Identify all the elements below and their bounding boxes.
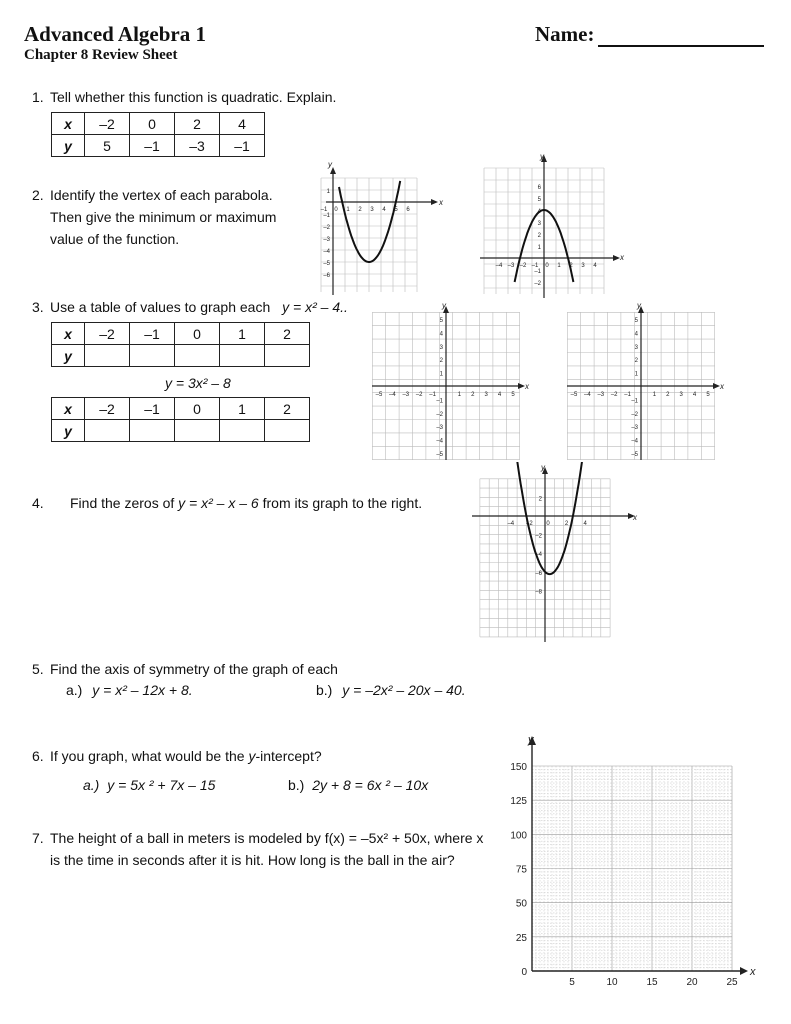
ball-height-graph[interactable] <box>496 730 776 992</box>
x-axis-label: x <box>525 382 529 391</box>
tick-label: 4 <box>497 392 502 398</box>
table-input-cell[interactable] <box>220 420 265 442</box>
tick-label: –2 <box>436 411 443 418</box>
tick-label: 2 <box>634 358 638 365</box>
tick-label: –2 <box>323 225 330 231</box>
graph-tick-labels <box>507 496 587 595</box>
tick-label: 3 <box>370 207 374 213</box>
question-3-equation-1: y = x² – 4.. <box>282 299 348 315</box>
table-cell: 1 <box>220 323 265 345</box>
question-2 <box>32 184 276 250</box>
table-input-cell[interactable] <box>265 420 310 442</box>
tick-label: –2 <box>631 411 638 418</box>
table-input-cell[interactable] <box>265 345 310 367</box>
graph-tick-labels <box>496 185 598 287</box>
tick-label: 4 <box>439 331 443 338</box>
tick-label: 4 <box>692 392 697 398</box>
question-2-line-3: value of the function. <box>50 231 180 247</box>
question-4-text-before: Find the zeros of <box>70 495 175 511</box>
tick-label: 5 <box>634 318 638 324</box>
tick-label: 6 <box>537 185 541 191</box>
tick-label: –8 <box>535 589 542 596</box>
question-number: 4. <box>32 495 44 511</box>
table-header-y: y <box>52 135 85 157</box>
tick-label: –1 <box>320 207 328 213</box>
x-axis-arrow <box>713 383 720 389</box>
tick-label: –1 <box>631 398 638 405</box>
question-4 <box>32 492 422 514</box>
part-label: a.) <box>83 777 100 793</box>
tick-label: 100 <box>510 830 527 842</box>
graph-grid <box>321 178 417 292</box>
question-1-text: Tell whether this function is quadratic. Explain. <box>50 89 337 105</box>
table-cell: –1 <box>130 398 175 420</box>
vertex-graph-1 <box>306 160 446 300</box>
graph-grid <box>532 766 732 971</box>
tick-label: 50 <box>515 898 527 910</box>
tick-label: –2 <box>535 533 542 540</box>
tick-label: 4 <box>583 521 587 527</box>
tick-label: 4 <box>634 331 638 338</box>
tick-label: 2 <box>538 496 542 503</box>
tick-label: 5 <box>537 197 541 203</box>
tick-label: 0 <box>546 521 550 527</box>
tick-label: –1 <box>436 398 443 405</box>
y-axis-label: y <box>528 734 534 746</box>
question-1 <box>32 86 336 108</box>
tick-label: –2 <box>534 281 541 287</box>
part-b-equation: y = –2x² – 20x – 40. <box>342 682 466 698</box>
tick-label: 5 <box>394 207 398 213</box>
q1-table <box>51 112 265 157</box>
table-cell: 2 <box>265 323 310 345</box>
name-label: Name: <box>535 22 595 46</box>
table-cell: –1 <box>130 135 175 157</box>
question-7 <box>32 827 483 871</box>
tick-label: 4 <box>593 263 597 269</box>
blank-coordinate-grid-2[interactable] <box>563 300 728 468</box>
table-input-cell[interactable] <box>175 345 220 367</box>
table-input-cell[interactable] <box>85 345 130 367</box>
tick-label: –5 <box>631 452 638 458</box>
q3-table-1 <box>51 322 310 367</box>
part-a-equation: y = x² – 12x + 8. <box>92 682 193 698</box>
x-axis-arrow <box>518 383 525 389</box>
tick-label: 5 <box>439 318 443 324</box>
tick-label: 1 <box>652 392 657 398</box>
table-cell: 0 <box>175 398 220 420</box>
table-cell: –1 <box>220 135 265 157</box>
table-cell: 1 <box>220 398 265 420</box>
tick-label: –5 <box>570 392 578 398</box>
question-3 <box>32 296 348 318</box>
x-axis-label: x <box>439 198 443 207</box>
tick-label: 5 <box>511 392 515 398</box>
question-number: 5. <box>32 661 44 677</box>
tick-label: 1 <box>537 245 541 251</box>
question-number: 3. <box>32 299 44 315</box>
tick-label: –1 <box>323 213 330 219</box>
tick-label: 2 <box>569 263 573 269</box>
tick-label: 1 <box>557 263 561 269</box>
tick-label: –4 <box>323 249 330 255</box>
question-6 <box>32 745 322 767</box>
tick-label: 2 <box>564 521 569 527</box>
worksheet-title: Advanced Algebra 1 <box>24 22 207 46</box>
tick-label: –4 <box>389 392 396 398</box>
question-6-text-before: If you graph, what would be the <box>50 748 245 764</box>
tick-label: –3 <box>402 392 410 398</box>
name-field[interactable] <box>535 22 764 47</box>
tick-label: –4 <box>507 521 515 527</box>
tick-label: 3 <box>679 392 683 398</box>
question-5-text: Find the axis of symmetry of the graph of each <box>50 661 338 677</box>
tick-label: –1 <box>531 263 539 269</box>
table-cell: –2 <box>85 323 130 345</box>
tick-label: –5 <box>375 392 383 398</box>
y-axis-label: y <box>328 160 332 169</box>
y-axis-label: y <box>637 301 641 310</box>
table-cell: 0 <box>175 323 220 345</box>
table-input-cell[interactable] <box>175 420 220 442</box>
tick-label: 10 <box>606 977 618 988</box>
x-axis-label: x <box>633 513 637 522</box>
table-cell: –2 <box>85 113 130 135</box>
table-cell: –2 <box>85 398 130 420</box>
tick-label: 25 <box>515 932 527 944</box>
tick-label: 2 <box>471 392 475 398</box>
table-cell: 5 <box>85 135 130 157</box>
blank-coordinate-grid-1[interactable] <box>368 300 533 468</box>
tick-label: 1 <box>457 392 462 398</box>
tick-label: –3 <box>436 425 443 432</box>
table-header-y: y <box>52 420 85 442</box>
tick-label: –4 <box>584 392 591 398</box>
x-axis-arrow <box>431 199 438 205</box>
question-6-text-italic: y <box>248 748 256 764</box>
tick-label: –2 <box>415 392 423 398</box>
tick-label: –4 <box>535 552 542 559</box>
question-5-part-b <box>316 679 466 701</box>
tick-label: –5 <box>323 261 330 267</box>
tick-label: 15 <box>646 977 658 988</box>
x-axis-label: x <box>750 966 756 978</box>
tick-label: –1 <box>429 392 436 398</box>
question-5 <box>32 658 338 680</box>
worksheet-subtitle: Chapter 8 Review Sheet <box>24 47 178 63</box>
tick-label: 4 <box>537 209 541 215</box>
part-label: a.) <box>66 682 83 698</box>
tick-label: 5 <box>569 977 575 988</box>
tick-label: 150 <box>510 762 527 773</box>
question-7-line-1: The height of a ball in meters is modeled by f(x) = –5x² + 50x, where x <box>50 830 484 846</box>
tick-label: 3 <box>581 263 585 269</box>
tick-label: –3 <box>631 425 638 432</box>
table-header-x: x <box>52 398 85 420</box>
tick-label: –3 <box>597 392 605 398</box>
table-header-x: x <box>52 113 85 135</box>
question-4-equation: y = x² – x – 6 <box>178 495 259 511</box>
tick-label: –3 <box>323 237 330 243</box>
tick-label: 0 <box>545 263 549 269</box>
tick-label: –6 <box>535 570 542 577</box>
part-a-equation: y = 5x ² + 7x – 15 <box>107 777 216 793</box>
tick-label: –6 <box>323 273 330 279</box>
tick-label: 2 <box>666 392 670 398</box>
tick-label: 125 <box>510 796 527 808</box>
x-axis-arrow <box>613 255 620 261</box>
tick-label: 20 <box>686 977 698 988</box>
tick-label: 75 <box>515 864 527 876</box>
question-4-text-after: from its graph to the right. <box>262 495 423 511</box>
part-label: b.) <box>288 777 305 793</box>
y-axis-label: y <box>541 463 545 472</box>
table-header-x: x <box>52 323 85 345</box>
tick-label: –4 <box>495 263 503 269</box>
tick-label: –3 <box>507 263 515 269</box>
question-6-part-b <box>288 774 428 796</box>
question-number: 2. <box>32 187 44 203</box>
tick-label: –4 <box>631 438 638 445</box>
question-6-part-a <box>83 774 215 796</box>
name-blank-line[interactable] <box>598 26 764 47</box>
table-cell: 0 <box>130 113 175 135</box>
question-3-text: Use a table of values to graph each <box>50 299 271 315</box>
tick-label: –1 <box>624 392 631 398</box>
table-cell: –3 <box>175 135 220 157</box>
part-label: b.) <box>316 682 333 698</box>
question-number: 7. <box>32 830 44 846</box>
x-axis-arrow <box>740 967 748 975</box>
table-input-cell[interactable] <box>130 420 175 442</box>
tick-label: 4 <box>382 207 386 213</box>
tick-label: 0 <box>334 207 338 213</box>
table-header-y: y <box>52 345 85 367</box>
tick-label: 1 <box>634 371 638 378</box>
question-6-text-after: -intercept? <box>255 748 322 764</box>
table-input-cell[interactable] <box>130 345 175 367</box>
tick-label: 25 <box>726 977 738 988</box>
table-input-cell[interactable] <box>220 345 265 367</box>
y-axis-label: y <box>540 152 544 161</box>
table-cell: –1 <box>130 323 175 345</box>
question-number: 1. <box>32 89 44 105</box>
question-3-equation-2: y = 3x² – 8 <box>165 375 231 391</box>
tick-label: 3 <box>634 344 638 351</box>
tick-label: 6 <box>406 207 410 213</box>
tick-label: 2 <box>537 233 541 239</box>
tick-label: 5 <box>706 392 710 398</box>
table-cell: 4 <box>220 113 265 135</box>
tick-label: 2 <box>358 207 362 213</box>
tick-label: 1 <box>439 371 443 378</box>
tick-label: –4 <box>436 438 443 445</box>
zeros-graph <box>468 462 643 647</box>
tick-label: –1 <box>534 269 541 275</box>
table-input-cell[interactable] <box>85 420 130 442</box>
question-2-line-1: Identify the vertex of each parabola. <box>50 187 273 203</box>
question-7-line-2: is the time in seconds after it is hit. How long is the ball in the air? <box>50 852 455 868</box>
table-cell: 2 <box>265 398 310 420</box>
tick-label: 3 <box>537 221 541 227</box>
tick-label: –5 <box>436 452 443 458</box>
tick-label: 2 <box>439 358 443 365</box>
tick-label: –2 <box>610 392 618 398</box>
tick-label: –2 <box>526 521 533 527</box>
question-2-line-2: Then give the minimum or maximum <box>50 209 277 225</box>
x-axis-label: x <box>720 382 724 391</box>
tick-label: 1 <box>326 189 330 195</box>
tick-label: 3 <box>484 392 488 398</box>
y-axis-label: y <box>442 301 446 310</box>
tick-label: –2 <box>519 263 527 269</box>
table-cell: 2 <box>175 113 220 135</box>
part-b-equation: 2y + 8 = 6x ² – 10x <box>312 777 429 793</box>
x-axis-label: x <box>620 253 624 262</box>
vertex-graph-2 <box>476 150 626 300</box>
tick-label: 3 <box>439 344 443 351</box>
question-number: 6. <box>32 748 44 764</box>
tick-label: 0 <box>521 967 527 978</box>
question-5-part-a <box>66 679 193 701</box>
tick-label: 1 <box>346 207 350 213</box>
q3-table-2 <box>51 397 310 442</box>
